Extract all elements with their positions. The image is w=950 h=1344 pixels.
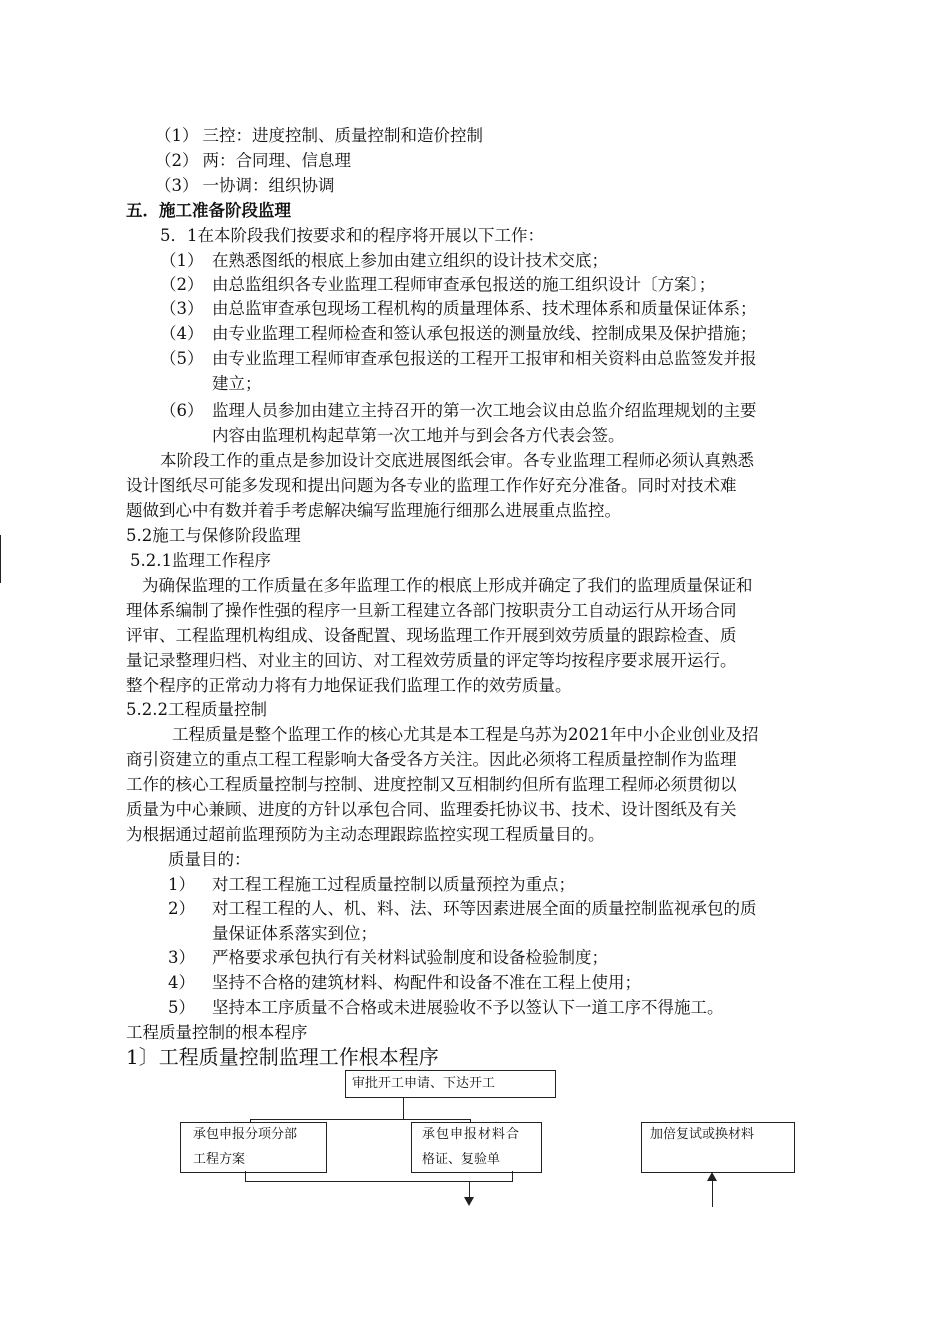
flow-heading: 1〕工程质量控制监理工作根本程序 [126,1045,439,1069]
flow-connector-left-bottom [245,1171,246,1181]
s51-item-1: （1） [160,251,204,270]
flow-box-top [345,1070,556,1098]
flow-box-middle-line-2: 格证、复验单 [422,1152,501,1167]
flow-box-left-line-2: 工程方案 [193,1152,246,1167]
flow-box-right-label: 加倍复试或换材料 [650,1127,755,1142]
quality-line-2: 商引资建立的重点工程工程影响大备受各方关注。因此必须将工程质量控制作为监理 [126,750,737,769]
s51-item-3: （3） [160,299,204,318]
heading-5-2-1: 5.2.1监理工作程序 [130,551,271,570]
goal-item-4-num: 4） [168,973,195,992]
s51-item-5: （5） [160,349,204,368]
quality-goal-label: 质量目的： [168,850,251,869]
quality-line-3: 工作的核心工程质量控制与控制、进度控制又互相制约但所有监理工程师必须贯彻以 [126,775,737,794]
flow-connector-down [469,1181,470,1198]
flow-box-left [180,1122,327,1173]
s51-item-4: （4） [160,324,204,343]
quality-line-1: 工程质量是整个监理工作的核心尤其是本工程是乌苏为2021年中小企业创业及招 [172,725,759,744]
goal-item-5-text: 坚持本工序质量不合格或未进展验收不予以签认下一道工序不得施工。 [212,998,724,1017]
intro-item-3: （3） 一协调：组织协调 [155,176,335,195]
focus-line-3: 题做到心中有数并着手考虑解决编写监理施行细那么进展重点监控。 [126,501,621,520]
margin-mark [0,535,1,583]
goal-item-1-text: 对工程工程施工过程质量控制以质量预控为重点； [212,875,575,894]
flow-connector-top [403,1097,404,1119]
s51-item-5-text-cont: 建立； [212,374,262,393]
flow-connector-horizontal-top [250,1119,470,1120]
flow-box-left-line-1: 承包申报分项分部 [193,1127,298,1142]
flow-box-top-label: 审批开工申请、下达开工 [352,1076,496,1091]
flow-connector-right-up [712,1180,713,1207]
s51-intro: 5．1在本阶段我们按要求和的程序将开展以下工作： [160,226,544,245]
procedure-line-5: 整个程序的正常动力将有力地保证我们监理工作的效劳质量。 [126,676,572,695]
quality-line-5: 为根据通过超前监理预防为主动态理跟踪监控实现工程质量目的。 [126,825,605,844]
procedure-line-4: 量记录整理归档、对业主的回访、对工程效劳质量的评定等均按程序要求展开运行。 [126,651,737,670]
s51-item-4-text: 由专业监理工程师检查和签认承包报送的测量放线、控制成果及保护措施； [212,324,757,343]
s51-item-6-text: 监理人员参加由建立主持召开的第一次工地会议由总监介绍监理规划的主要 [212,401,757,420]
s51-item-5-text: 由专业监理工程师审查承包报送的工程开工报审和相关资料由总监签发并报 [212,349,757,368]
goal-item-4-text: 坚持不合格的建筑材料、构配件和设备不准在工程上使用； [212,973,641,992]
goal-item-2-num: 2） [168,899,195,918]
intro-item-1: （1） 三控：进度控制、质量控制和造价控制 [155,126,483,145]
flow-box-middle-line-1: 承包申报材料合 [422,1127,521,1142]
s51-item-2: （2） [160,275,204,294]
goal-item-2-text-cont: 量保证体系落实到位； [212,924,377,943]
s51-item-1-text: 在熟悉图纸的根底上参加由建立组织的设计技术交底； [212,251,608,270]
intro-item-2: （2） 两：合同理、信息理 [155,151,351,170]
goal-item-3-num: 3） [168,948,195,967]
procedure-line-1: 为确保监理的工作质量在多年监理工作的根底上形成并确定了我们的监理质量保证和 [142,576,753,595]
goal-item-5-num: 5） [168,998,195,1017]
flow-box-middle [411,1122,542,1173]
procedure-line-3: 评审、工程监理机构组成、设备配置、现场监理工作开展到效劳质量的跟踪检查、质 [126,626,737,645]
quality-line-4: 质量为中心兼顾、进度的方针以承包合同、监理委托协议书、技术、设计图纸及有关 [126,800,737,819]
focus-line-1: 本阶段工作的重点是参加设计交底进展图纸会审。各专业监理工程师必须认真熟悉 [160,451,754,470]
basic-procedure-heading: 工程质量控制的根本程序 [126,1023,308,1042]
s51-item-6: （6） [160,401,204,420]
procedure-line-2: 理体系编制了操作性强的程序一旦新工程建立各部门按职责分工自动运行从开场合同 [126,601,737,620]
goal-item-3-text: 严格要求承包执行有关材料试验制度和设备检验制度； [212,948,608,967]
flow-connector-mid-bottom [512,1171,513,1181]
goal-item-1-num: 1） [168,875,195,894]
heading-5-2-2: 5.2.2工程质量控制 [126,700,267,719]
focus-line-2: 设计图纸尽可能多发现和提出问题为各专业的监理工作作好充分准备。同时对技术难 [126,476,737,495]
section-5-title: 五．施工准备阶段监理 [126,201,291,220]
flow-box-right [641,1122,795,1173]
s51-item-3-text: 由总监审查承包现场工程机构的质量理体系、技术理体系和质量保证体系； [212,299,757,318]
goal-item-2-text: 对工程工程的人、机、料、法、环等因素进展全面的质量控制监视承包的质 [212,899,757,918]
s51-item-6-text-cont: 内容由监理机构起草第一次工地并与到会各方代表会签。 [212,426,625,445]
flow-connector-horizontal-bottom [245,1181,513,1182]
s51-item-2-text: 由总监组织各专业监理工程师审查承包报送的施工组织设计〔方案〕； [212,275,716,294]
heading-5-2: 5.2施工与保修阶段监理 [126,526,301,545]
flow-arrow-down-icon [464,1197,474,1206]
